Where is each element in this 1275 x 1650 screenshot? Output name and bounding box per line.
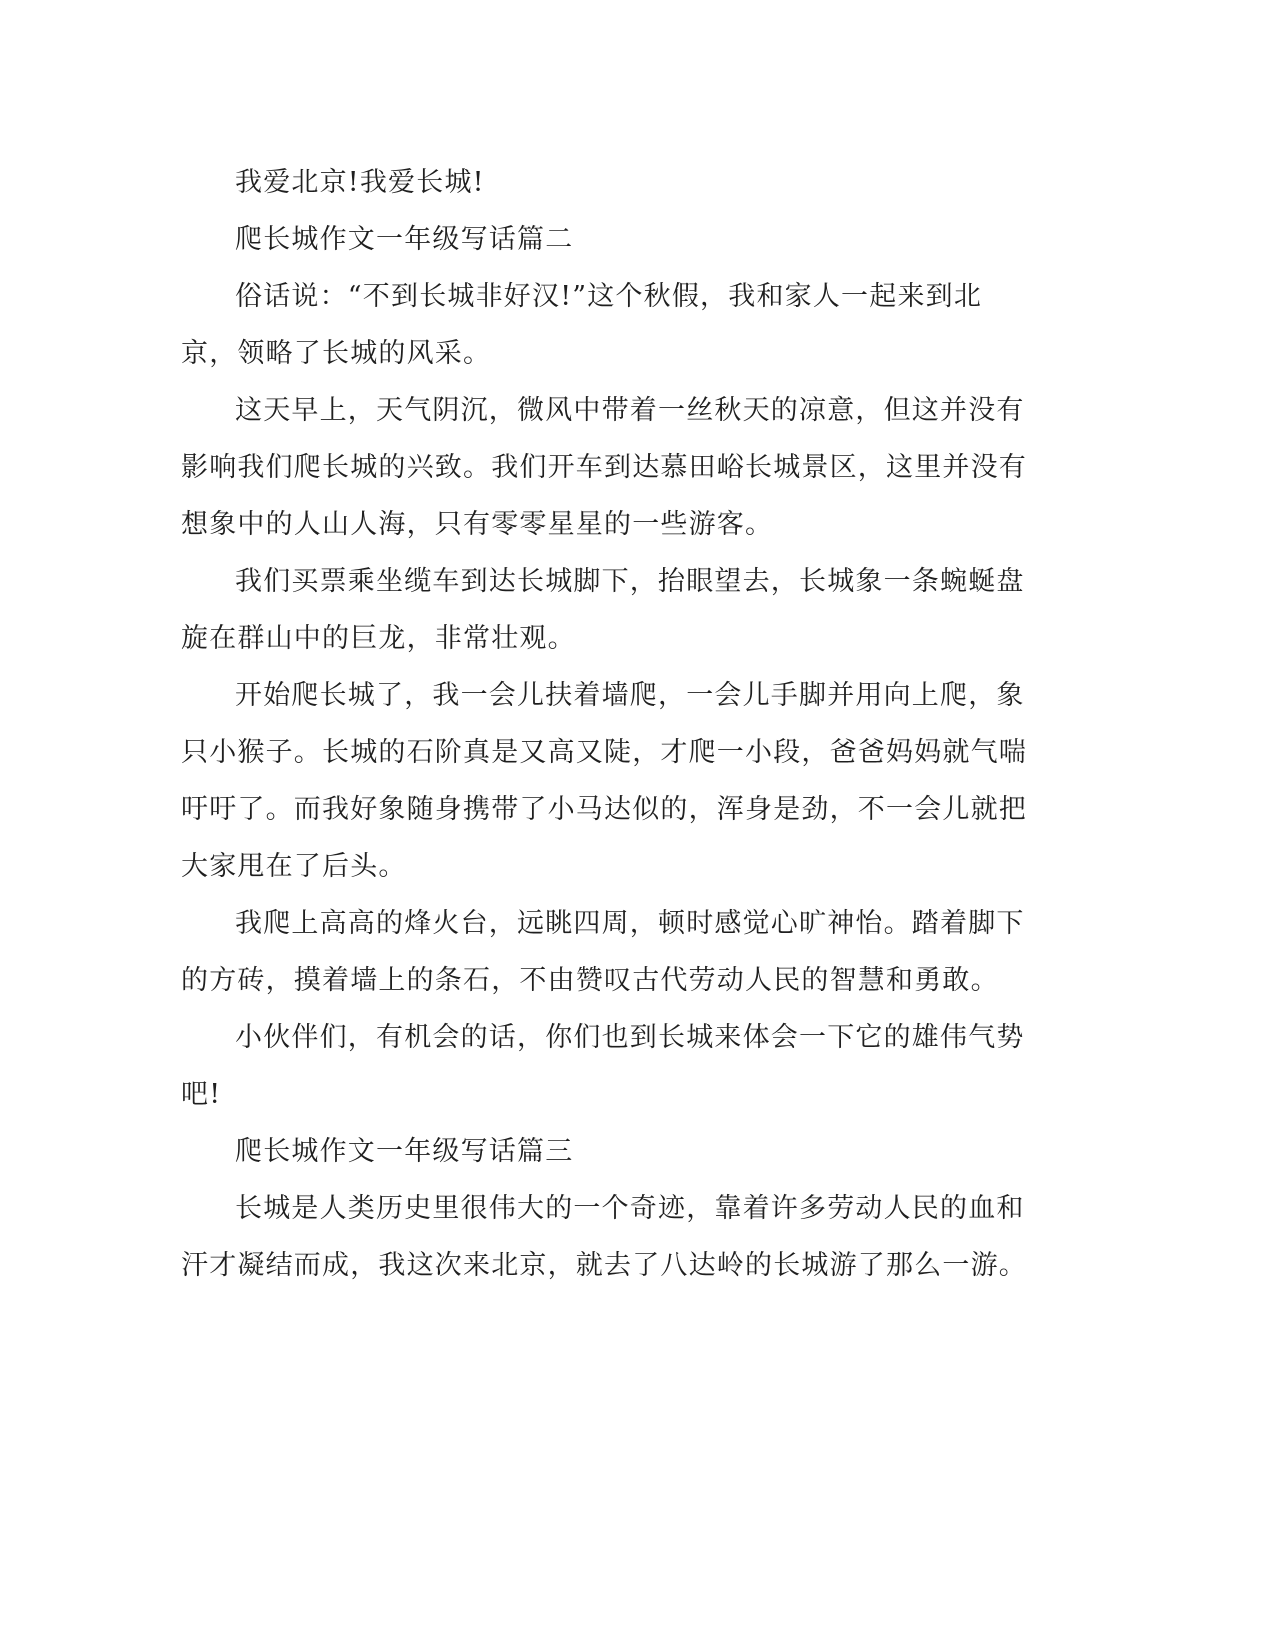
- paragraph-intro: 俗话说：“不到长城非好汉!”这个秋假，我和家人一起来到北京，领略了长城的风采。: [181, 281, 983, 369]
- paragraph-invitation: 小伙伴们，有机会的话，你们也到长城来体会一下它的雄伟气势吧!: [181, 1022, 1025, 1110]
- paragraph-beacon-tower: 我爬上高高的烽火台，远眺四周，顿时感觉心旷神怡。踏着脚下的方砖，摸着墙上的条石，不由赞叹古代劳动人民的智慧和勇敢。: [181, 908, 1025, 996]
- closing-line: 我爱北京!我爱长城!: [235, 167, 485, 198]
- section-heading-3: 爬长城作文一年级写话篇三: [235, 1136, 574, 1167]
- paragraph-climbing: 开始爬长城了，我一会儿扶着墙爬，一会儿手脚并用向上爬，象只小猴子。长城的石阶真是又高又陡，才爬一小段，爸爸妈妈就气喘吁吁了。而我好象随身携带了小马达似的，浑身是劲，不一会儿就把大家甩在了后头。: [181, 680, 1027, 882]
- paragraph-cable-car: 我们买票乘坐缆车到达长城脚下，抬眼望去，长城象一条蜿蜒盘旋在群山中的巨龙，非常壮观。: [181, 566, 1025, 654]
- section-heading-2: 爬长城作文一年级写话篇二: [235, 224, 574, 255]
- paragraph-morning: 这天早上，天气阴沉，微风中带着一丝秋天的凉意，但这并没有影响我们爬长城的兴致。我们开车到达慕田峪长城景区，这里并没有想象中的人山人海，只有零零星星的一些游客。: [181, 395, 1027, 540]
- document-body: [181, 154, 1031, 1294]
- paragraph-badaling: 长城是人类历史里很伟大的一个奇迹，靠着许多劳动人民的血和汗才凝结而成，我这次来北京，就去了八达岭的长城游了那么一游。: [181, 1193, 1027, 1281]
